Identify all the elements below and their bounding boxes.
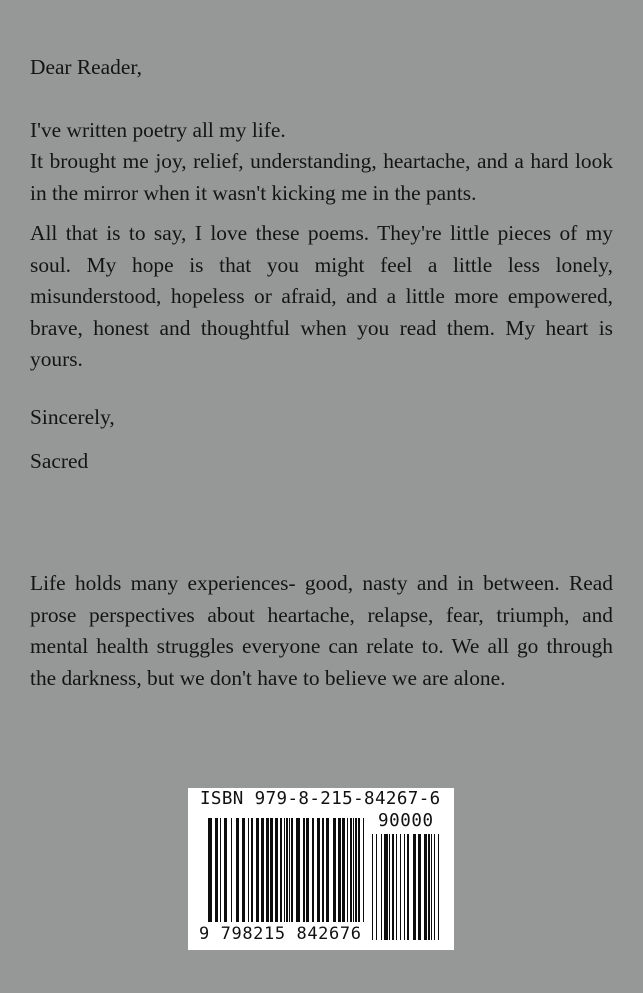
isbn-label: ISBN 979-8-215-84267-6 <box>200 789 441 809</box>
letter-paragraph-1-line-2: It brought me joy, relief, understanding, heartache, and a hard look in the mirror when it wasn't kicking me in the pants. <box>30 149 613 205</box>
addon-bars-group <box>372 834 439 940</box>
ean-digits: 9 798215 842676 <box>199 924 362 944</box>
price-code: 90000 <box>378 811 434 831</box>
letter-greeting: Dear Reader, <box>30 55 142 79</box>
ean-bars-group <box>208 818 364 922</box>
letter-closing: Sincerely, <box>30 404 115 429</box>
book-blurb: Life holds many experiences- good, nasty and in between. Read prose perspectives about heartache, relapse, fear, triumph, and mental health struggles everyone can relate to. We all go through the darkness, but we don't have to believe we are alone. <box>30 571 613 690</box>
letter-signature: Sacred <box>30 449 89 473</box>
letter <box>30 52 613 478</box>
letter-paragraph-2: All that is to say, I love these poems. They're little pieces of my soul. My hope is that you might feel a little less lonely, misunderstood, hopeless or afraid, and a little more empowered, brave, honest and thoughtful when you read them. My heart is yours. <box>30 221 613 371</box>
isbn-barcode <box>188 788 454 950</box>
letter-paragraph-1-line-1: I've written poetry all my life. <box>30 117 286 142</box>
